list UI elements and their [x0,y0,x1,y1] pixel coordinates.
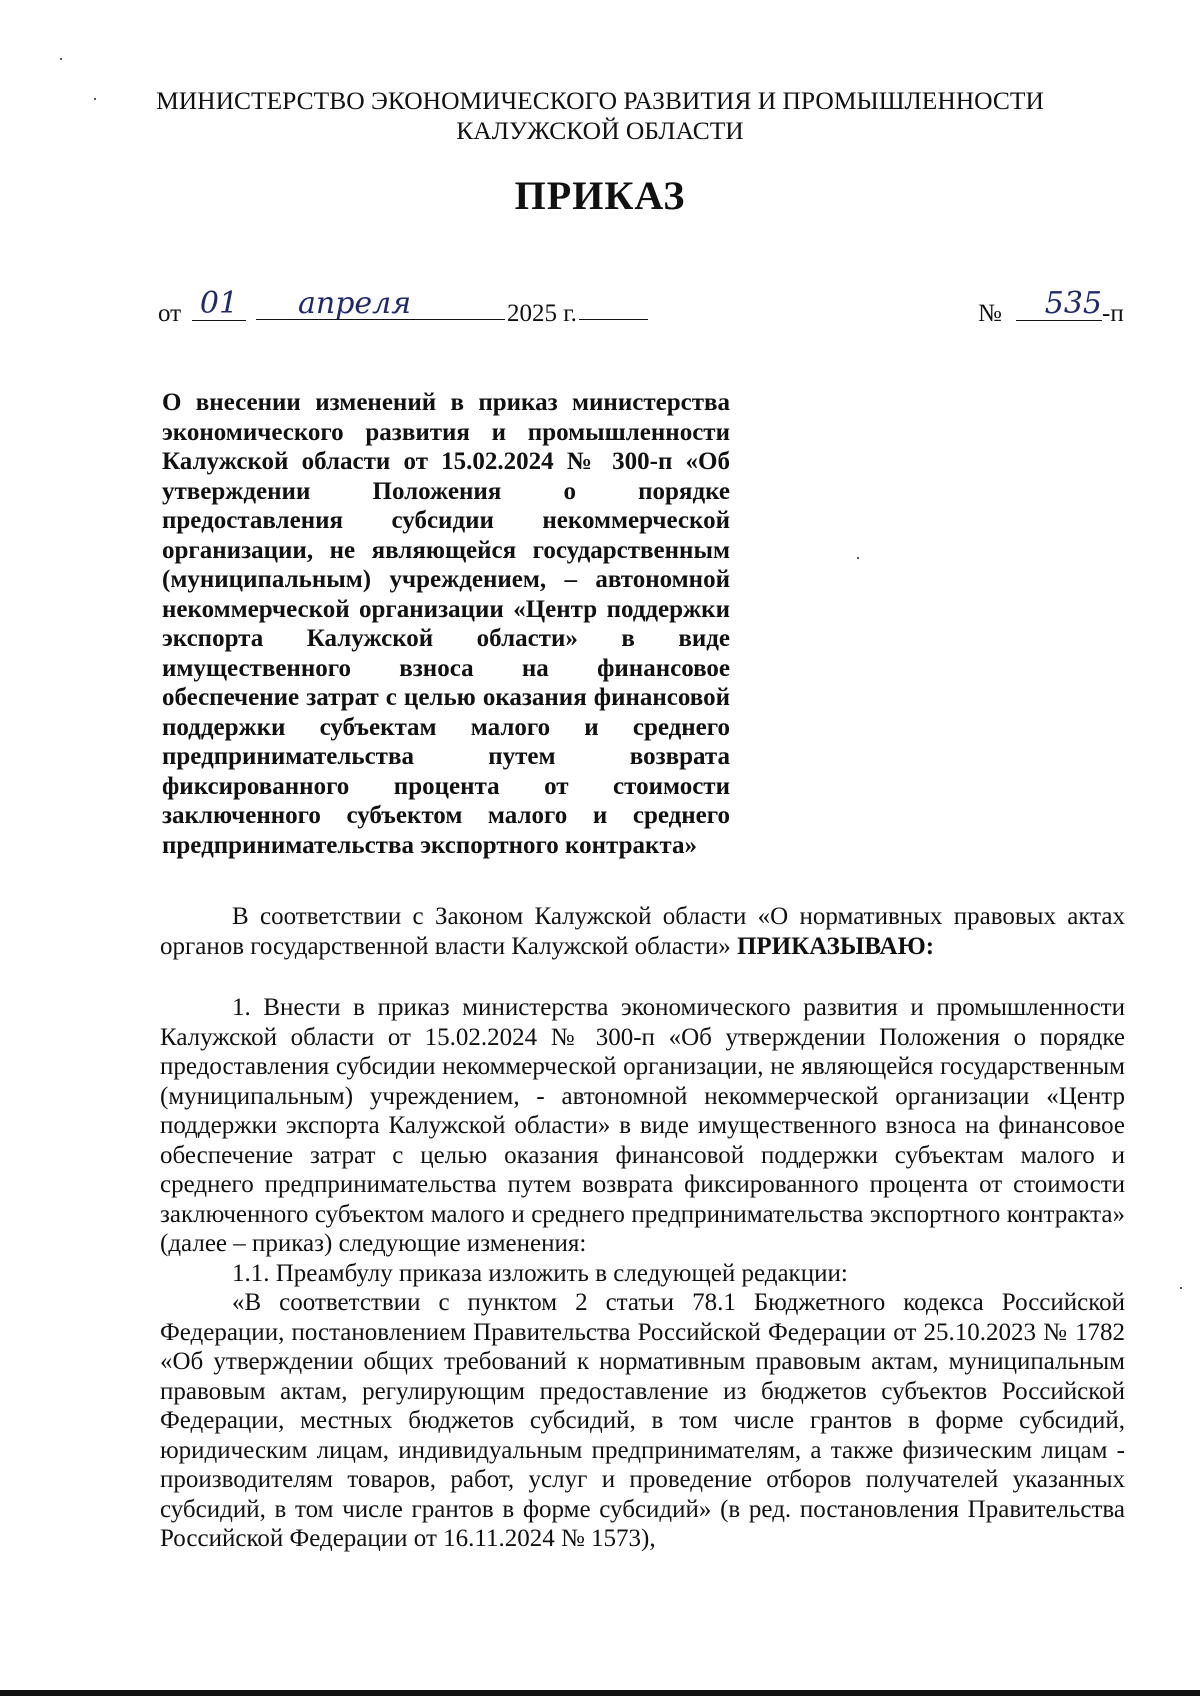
document-type-title: ПРИКАЗ [514,173,686,218]
year-label: 2025 г. [507,300,577,327]
scan-speck [94,98,96,100]
ministry-name-line2: КАЛУЖСКОЙ ОБЛАСТИ [456,116,744,145]
scan-bottom-border [0,1690,1200,1696]
order-command: ПРИКАЗЫВАЮ: [736,932,935,960]
order-number-suffix: -п [1102,300,1124,327]
scan-speck [857,557,859,559]
ministry-header [140,86,1060,146]
handwritten-month: апреля [256,286,648,320]
date-number-line [158,286,1124,336]
ministry-name-line1: МИНИСТЕРСТВО ЭКОНОМИЧЕСКОГО РАЗВИТИЯ И ПРОМЫШЛЕННОСТИ [156,86,1044,115]
date-prefix: от [158,300,182,327]
number-sign: № [978,300,1002,327]
paragraph-1-1: 1.1. Преамбулу приказа изложить в следующей редакции: [232,1259,848,1287]
handwritten-day: 01 [192,286,246,321]
paragraph-1: 1. Внести в приказ министерства экономического развития и промышленности Калужской области от 15.02.2024 № 300-п «Об утверждении Положения о порядке предоставления субсидии некоммерческой организации, не являющейся государственным (муниципальным) учреждением, - автономной некоммерческой организации «Центр поддержки экспорта Калужской области» в виде имущественного взноса на финансовое обеспечение затрат с целью оказания финансовой поддержки субъектам малого и среднего предпринимательства путем возврата фиксированного процента от стоимости заключенного субъектом малого и среднего предпринимательства экспортного контракта» (далее – приказ) следующие изменения: [160,994,1125,1257]
scan-speck [1180,1287,1182,1289]
paragraph-quote: «В соответствии с пунктом 2 статьи 78.1 Бюджетного кодекса Российской Федерации, постановлением Правительства Российской Федерации от 25.10.2023 № 1782 «Об утверждении общих требований к нормативным правовым актам, муниципальным правовым актам, регулирующим предоставление из бюджетов субъектов Российской Федерации, местных бюджетов субсидий, в том числе грантов в форме субсидий, юридическим лицам, индивидуальным предпринимателям, а также физическим лицам - производителям товаров, работ, услуг и проведение отборов получателей указанных субсидий, в том числе грантов в форме субсидий» (в ред. постановления Правительства Российской Федерации от 16.11.2024 № 1573), [160,1289,1125,1552]
handwritten-order-number: 535 [1016,286,1102,321]
preamble-paragraph [160,902,1125,961]
order-body [160,993,1125,1554]
order-subject-title: О внесении изменений в приказ министерства экономического развития и промышленности Калужской области от 15.02.2024 № 300-п «Об утверждении Положения о порядке предоставления субсидии некоммерческой организации, не являющейся государственным (муниципальным) учреждением, – автономной некоммерческой организации «Центр поддержки экспорта Калужской области» в виде имущественного взноса на финансовое обеспечение затрат с целью оказания финансовой поддержки субъектам малого и среднего предпринимательства путем возврата фиксированного процента от стоимости заключенного субъектом малого и среднего предпринимательства экспортного контракта» [162,389,730,859]
scan-speck [60,58,62,60]
preamble-text: В соответствии с Законом Калужской области «О нормативных правовых актах органов государственной власти Калужской области» [160,903,1125,960]
